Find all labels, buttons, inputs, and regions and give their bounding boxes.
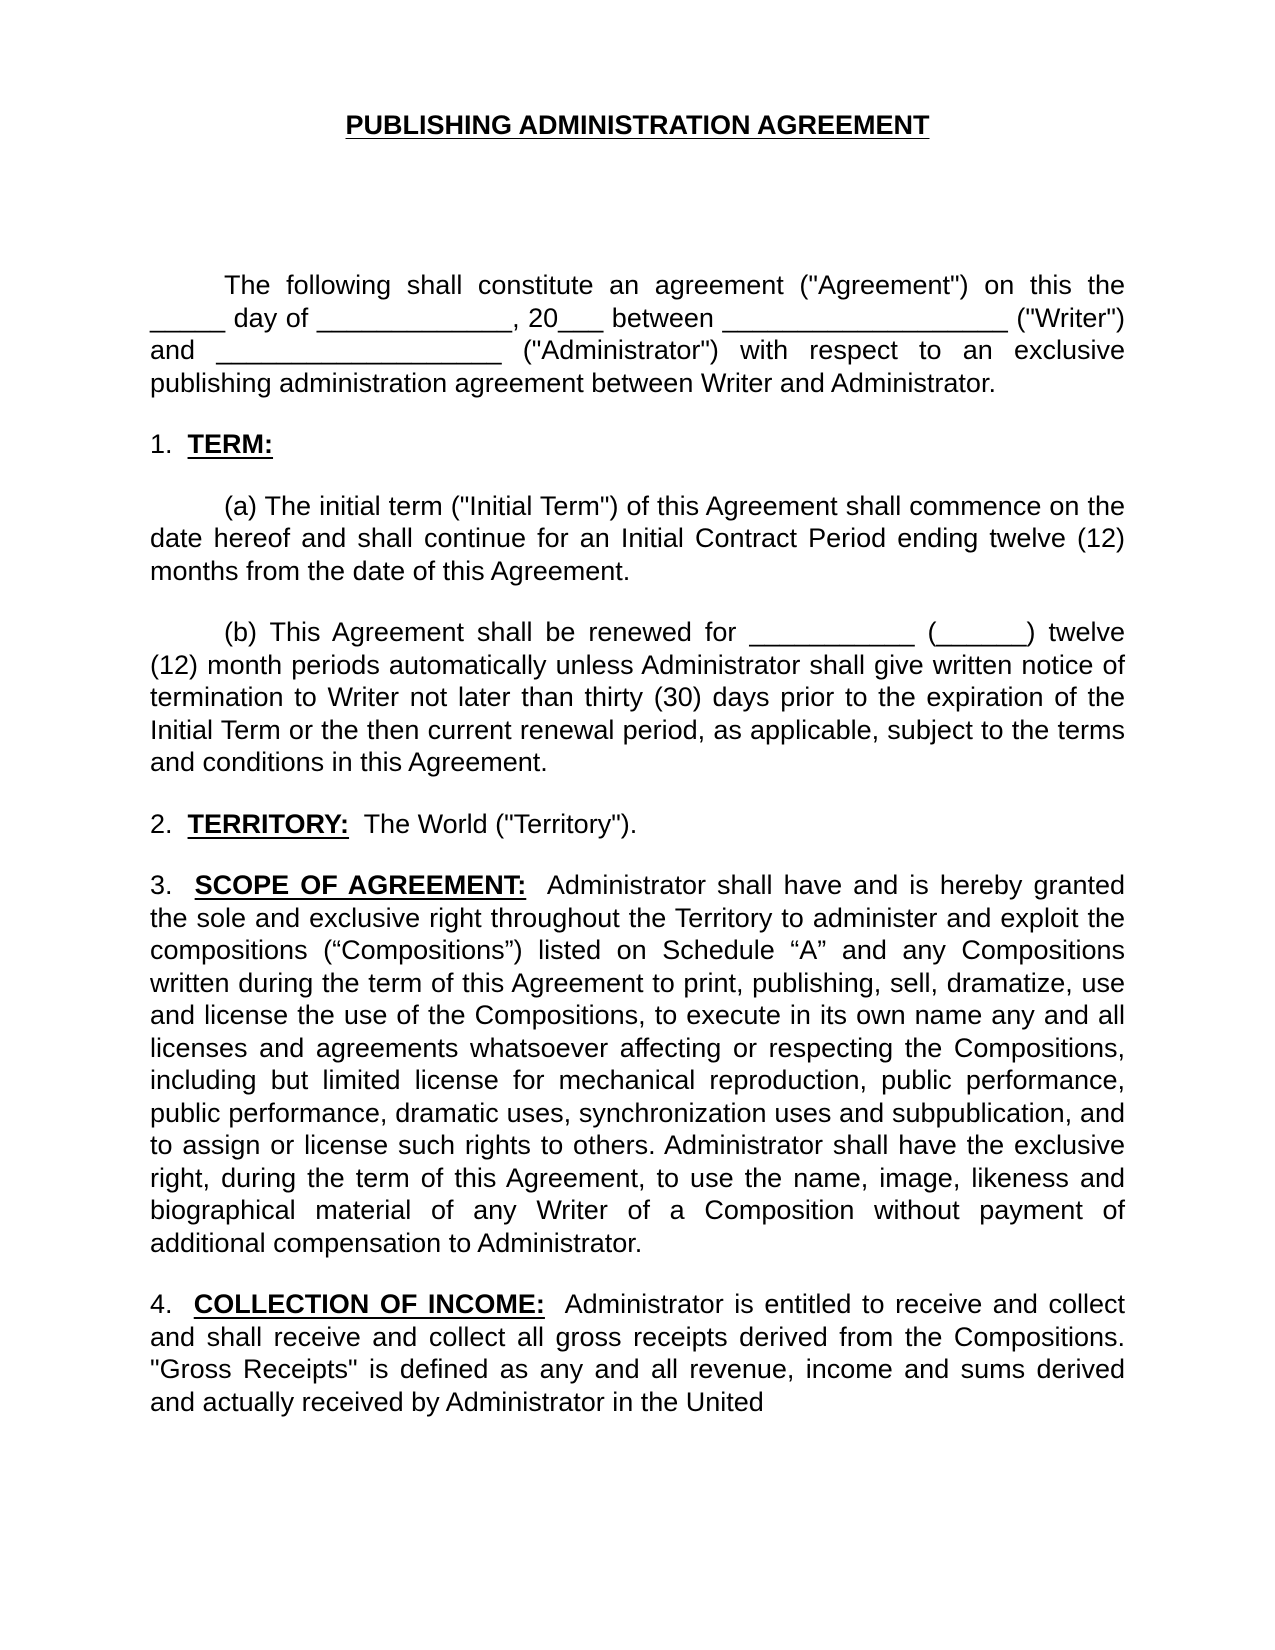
document-title bbox=[150, 108, 1125, 142]
section-4-text: Administrator is entitled to receive and collect and shall receive and collect all gross receipts derived from the Compositions. "Gross Receipts" is defined as any and all revenue, income and sums derived and actually received by Administrator in the United bbox=[150, 1289, 1125, 1417]
section-1a-paragraph: (a) The initial term ("Initial Term") of this Agreement shall commence on the date hereof and shall continue for an Initial Contract Period ending twelve (12) months from the date of this Agreement. bbox=[150, 490, 1125, 586]
section-3-number: 3. bbox=[150, 870, 173, 900]
document-page bbox=[150, 108, 1125, 1418]
section-2-paragraph bbox=[150, 808, 1125, 841]
section-1b-paragraph: (b) This Agreement shall be renewed for ___________ (______) twelve (12) month periods automatically unless Administrator shall give written notice of termination to Writer not later than thirty (30) days prior to the expiration of the Initial Term or the then current renewal period, as applicable, subject to the terms and conditions in this Agreement. bbox=[150, 617, 1125, 777]
section-2-number: 2. bbox=[150, 808, 173, 839]
section-1-header bbox=[150, 428, 1125, 461]
section-3-heading: SCOPE OF AGREEMENT: bbox=[194, 870, 527, 900]
section-1-heading: TERM: bbox=[187, 429, 274, 459]
section-2-heading: TERRITORY: bbox=[187, 808, 350, 839]
intro-paragraph: The following shall constitute an agreement ("Agreement") on this the _____ day of _____________, 20___ between ___________________ ("Writer") and ___________________ ("Administrator") with respect to an exclusive publishing administration agreement between Writer and Administrator. bbox=[150, 270, 1125, 398]
document-title-text: PUBLISHING ADMINISTRATION AGREEMENT bbox=[345, 110, 930, 140]
section-1-number: 1. bbox=[150, 429, 173, 459]
section-3-paragraph bbox=[150, 869, 1125, 1259]
section-2-text: The World ("Territory"). bbox=[363, 808, 638, 839]
section-4-paragraph bbox=[150, 1288, 1125, 1418]
section-4-number: 4. bbox=[150, 1289, 173, 1319]
section-4-heading: COLLECTION OF INCOME: bbox=[193, 1289, 545, 1319]
section-3-text: Administrator shall have and is hereby granted the sole and exclusive right throughout the Territory to administer and exploit the compositions (“Compositions”) listed on Schedule “A” and any Compositions written during the term of this Agreement to print, publishing, sell, dramatize, use and license the use of the Compositions, to execute in its own name any and all licenses and agreements whatsoever affecting or respecting the Compositions, including but limited license for mechanical reproduction, public performance, public performance, dramatic uses, synchronization uses and subpublication, and to assign or license such rights to others. Administrator shall have the exclusive right, during the term of this Agreement, to use the name, image, likeness and biographical material of any Writer of a Composition without payment of additional compensation to Administrator. bbox=[150, 870, 1126, 1258]
